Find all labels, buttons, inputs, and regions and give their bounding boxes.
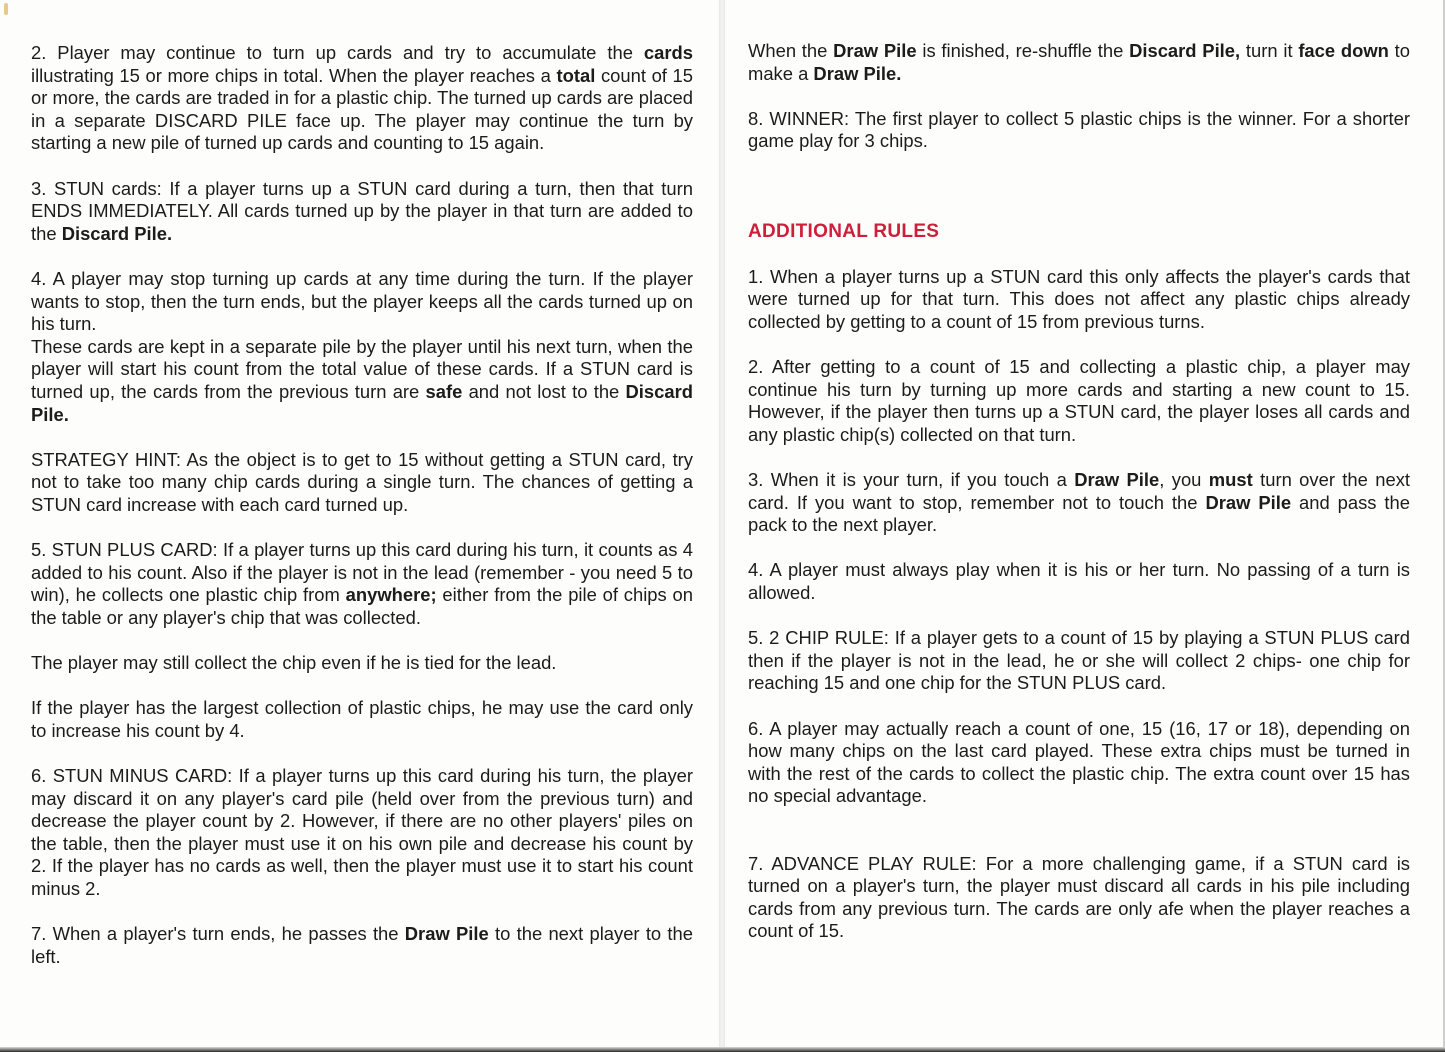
intro-text-3: turn it (1240, 40, 1299, 61)
intro-text-2: is finished, re-shuffle the (916, 40, 1130, 61)
rule-7-bold-draw-pile: Draw Pile (404, 923, 489, 945)
rule-2-text: 2. Player may continue to turn up cards and try to accumulate the (31, 42, 633, 63)
rule-2 (31, 42, 693, 155)
add-3-bold-draw-pile-2: Draw Pile (1205, 491, 1292, 513)
intro-bold-draw-pile: Draw Pile (833, 40, 917, 61)
rule-2-text-3: count of 15 or more, the cards are traded in for a plastic chip. The turned up cards are placed in a separate DISCARD PILE face up. The player may continue the turn by starting a new pile of turned up cards and counting to 15 again. (31, 64, 693, 154)
intro-bold-draw-pile-2: Draw Pile. (813, 62, 902, 84)
additional-rule-2: 2. After getting to a count of 15 and collecting a plastic chip, a player may continue his turn by turning up more cards and starting a new count to 15. However, if the player then turns up a STUN card, the player loses all cards and any plastic chip(s) collected on that turn. (748, 356, 1410, 445)
rule-5 (31, 539, 693, 629)
intro-bold-discard-pile: Discard Pile, (1129, 40, 1241, 61)
rule-7-text: 7. When a player's turn ends, he passes the (31, 923, 405, 945)
rule-4-bold-safe: safe (425, 380, 463, 402)
intro-bold-face-down: face down (1298, 40, 1389, 61)
add-3-text-3: turn over the next card. If you want to stop, remember not to touch the (748, 469, 1411, 513)
rule-2-bold-total: total (556, 64, 596, 86)
additional-rule-1: 1. When a player turns up a STUN card this only affects the player's cards that were turned up for that turn. This does not affect any plastic chips already collected by getting to a count of 15 from previous turns. (748, 265, 1410, 332)
add-3-text-2: , you (1159, 469, 1209, 491)
bottom-edge (0, 1047, 1445, 1052)
additional-rules-heading: ADDITIONAL RULES (748, 220, 940, 242)
add-3-bold-draw-pile: Draw Pile (1074, 469, 1160, 491)
draw-pile-intro (748, 40, 1410, 85)
rule-8-winner: 8. WINNER: The first player to collect 5 plastic chips is the winner. For a shorter game play for 3 chips. (748, 107, 1410, 152)
add-3-text: 3. When it is your turn, if you touch a (748, 469, 1075, 491)
rule-3 (31, 178, 693, 246)
rule-5-text: 5. STUN PLUS CARD: If a player turns up this card during his turn, it counts as 4 added to his count. Also if the player is not in the lead (remember - you need 5 to win), he collects one plastic chip from (31, 539, 693, 606)
additional-rule-4: 4. A player must always play when it is his or her turn. No passing of a turn is allowed. (748, 559, 1410, 604)
rule-2-bold-cards: cards (643, 42, 693, 63)
rule-3-bold-discard-pile: Discard Pile. (61, 222, 173, 244)
rule-7-text-2: to the next player to the left. (31, 923, 693, 967)
corner-mark (4, 3, 8, 15)
right-column (748, 40, 1410, 966)
rule-5-note-largest: If the player has the largest collection of plastic chips, he may use the card only to increase his count by 4. (31, 697, 693, 741)
spacer-2 (748, 831, 1410, 853)
rule-6: 6. STUN MINUS CARD: If a player turns up this card during his turn, the player may discard it on any player's card pile (held over from the previous turn) and decrease the player count by 2. However, if there are no other players' piles on the table, then the player must use it on his own pile and decrease his count by 2. If the player has no cards as well, then the player must use it to start his count minus 2. (31, 765, 693, 899)
additional-rule-6: 6. A player may actually reach a count of one, 15 (16, 17 or 18), depending on how many chips on the last card played. These extra chips must be turned in with the rest of the cards to collect the plastic chip. The extra count over 15 has no special advantage. (748, 717, 1410, 807)
rule-3-text: 3. STUN cards: If a player turns up a STUN card during a turn, then that turn ENDS IMMEDIATELY. All cards turned up by the player in that turn are added to the (31, 177, 693, 244)
strategy-hint: STRATEGY HINT: As the object is to get to 15 without getting a STUN card, try not to take too many chip cards during a single turn. The chances of getting a STUN card increase with each card turned up. (31, 448, 693, 515)
add-3-text-4: and pass the pack to the next player. (748, 491, 1410, 536)
rule-7 (31, 923, 693, 968)
rule-2-text-2: illustrating 15 or more chips in total. When the player reaches a (31, 64, 551, 86)
additional-rule-3 (748, 469, 1410, 537)
additional-rule-7: 7. ADVANCE PLAY RULE: For a more challenging game, if a STUN card is turned on a player's turn, the player must discard all cards in his pile including cards from any previous turn. The cards are only afe when the player reaches a count of 15. (748, 852, 1410, 942)
spacer (748, 176, 1410, 221)
rule-4-text-3: and not lost to the (462, 380, 626, 402)
rule-5-note-tied: The player may still collect the chip even if he is tied for the lead. (31, 652, 557, 674)
rule-4-text: 4. A player may stop turning up cards at any time during the turn. If the player wants to stop, then the turn ends, but the player keeps all the cards turned up on his turn. (31, 267, 693, 335)
rule-4-part-2 (31, 336, 693, 426)
rule-5-bold-anywhere: anywhere; (345, 584, 437, 606)
intro-text: When the (748, 40, 834, 61)
left-column (31, 42, 693, 991)
intro-text-4: to make a (748, 40, 1410, 84)
rule-4-bold-discard-pile: Discard Pile. (31, 380, 693, 425)
rule-4-text-2: These cards are kept in a separate pile by the player until his next turn, when the player will start his count from the total value of these cards. If a STUN card is turned up, the cards from the previous turn are (31, 335, 693, 402)
add-3-bold-must: must (1208, 469, 1253, 491)
additional-rule-5: 5. 2 CHIP RULE: If a player gets to a count of 15 by playing a STUN PLUS card then if the player is not in the lead, he or she will collect 2 chips- one chip for reaching 15 and one chip for the STUN PLUS card. (748, 627, 1410, 694)
rule-4-part-1 (31, 268, 693, 336)
rule-5-text-2: either from the pile of chips on the table or any player's chip that was collected. (31, 584, 693, 628)
